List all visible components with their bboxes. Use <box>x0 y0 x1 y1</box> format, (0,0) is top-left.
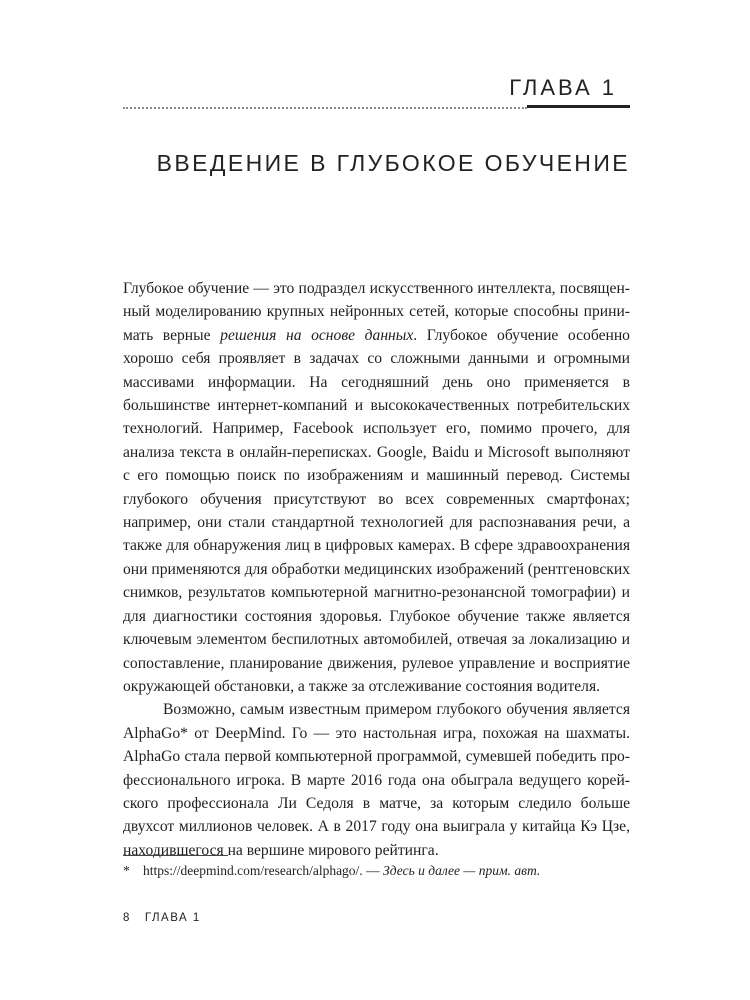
footnote-note: Здесь и далее — прим. авт. <box>382 863 541 878</box>
footnote <box>123 862 630 880</box>
paragraph-1-text-b: . Глубокое обучение особенно хорошо себя проявляет в задачах со сложными данными и огромными массивами информации. На сегодняшний день оно применяется в большинстве интернет-компаний и высококачественных потребительских технологий. Например, Facebook использует его, помимо прочего, для анализа текста в онлайн-переписках. Google, Baidu и Microsoft выполняют с его помощью поиск по изображениям и машинный перевод. Системы глубокого обучения присутствуют во всех современных смартфонах; например, они стали стандартной технологией для распознавания речи, а также для обнаружения лиц в цифровых камерах. В сфере здравоохранения они применяются для обработки медицинских изображений (рентгеновских снимков, результатов компьютерной магнитно-резонансной томографии) и для диагностики состояния здоровья. Глубокое обучение также является ключевым элементом беспилотных автомобилей, отвечая за локализацию и сопоставление, планирование движения, рулевое управление и восприятие окружающей обстановки, а также за отслеживание состояния водителя. <box>123 326 630 695</box>
paragraph-1-emphasis: решения на основе данных <box>220 326 414 344</box>
footnote-dash: — <box>362 863 383 878</box>
footnote-rule <box>123 855 228 856</box>
folio <box>123 912 201 924</box>
page-number: 8 <box>123 912 131 924</box>
paragraph-1 <box>123 277 630 698</box>
header-dotted-rule <box>123 107 527 109</box>
running-head: ГЛАВА 1 <box>144 912 201 924</box>
paragraph-2: Возможно, самым известным примером глубокого обучения является AlphaGo* от DeepMind. Го — это настольная игра, похожая на шахматы. AlphaGo стала первой компьютерной программой, сумевшей победить профессионального игрока. В марте 2016 года она обыграла ведущего корейского профессионала Ли Седоля в матче, за которым следило больше двухсот миллионов человек. А в 2017 году она выиграла у китайца Кэ Цзе, находившегося на вершине мирового рейтинга. <box>123 701 630 859</box>
chapter-title: ВВЕДЕНИЕ В ГЛУБОКОЕ ОБУЧЕНИЕ <box>156 150 630 176</box>
body-text <box>123 277 630 862</box>
footnote-mark: * <box>123 863 130 878</box>
chapter-label: ГЛАВА 1 <box>509 75 617 100</box>
footnote-url[interactable]: https://deepmind.com/research/alphago/. <box>143 863 363 878</box>
paragraph-1-text-a: Глубокое обучение — это подраздел искусственного интеллекта, посвященный моделированию крупных нейронных сетей, которые способны принимать верные <box>123 280 630 344</box>
header-solid-rule <box>527 105 630 108</box>
